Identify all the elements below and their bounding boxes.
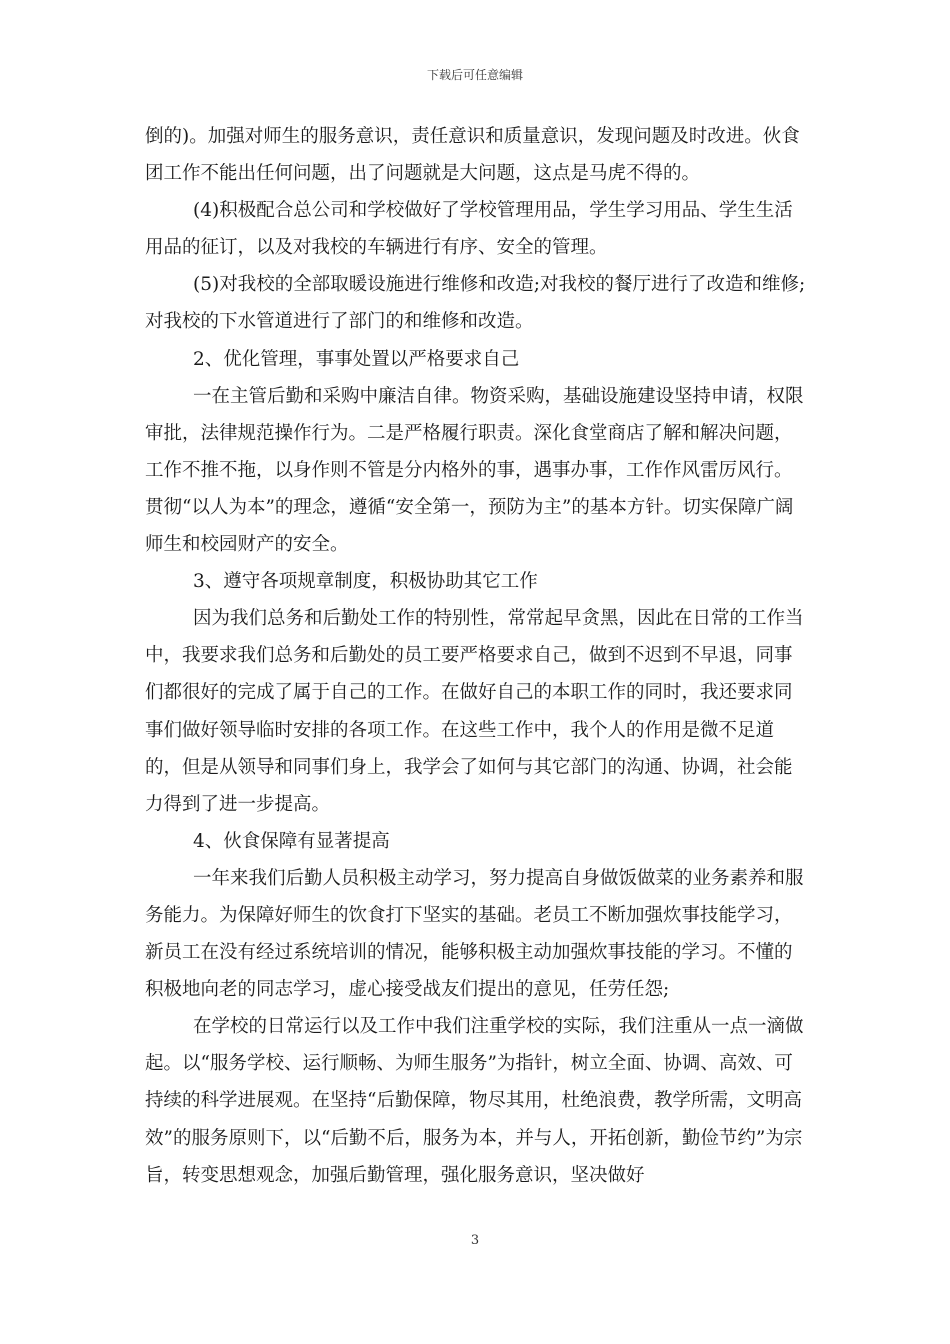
- section-heading: 2、优化管理，事事处置以严格要求自己: [193, 348, 520, 370]
- page-number: 3: [470, 1233, 480, 1248]
- document-body: [145, 118, 807, 1194]
- page-header: 下载后可任意编辑: [426, 68, 523, 82]
- paragraph: 一年来我们后勤人员积极主动学习，努力提高自身做饭做菜的业务素养和服务能力。为保障好师生的饮食打下坚实的基础。老员工不断加强炊事技能学习，新员工在没有经过系统培训的情况，能够积极主动加强炊事技能的学习。不懂的积极地向老的同志学习，虚心接受战友们提出的意见，任劳任怨;: [145, 867, 804, 1001]
- section-heading: 3、遵守各项规章制度，积极协助其它工作: [193, 571, 538, 593]
- section-heading: 4、伙食保障有显著提高: [193, 830, 390, 852]
- paragraph: 一在主管后勤和采购中廉洁自律。物资采购，基础设施建设坚持申请，权限审批，法律规范操作行为。二是严格履行职责。深化食堂商店了解和解决问题，工作不推不拖，以身作则不管是分内格外的事，遇事办事，工作作风雷厉风行。贯彻“以人为本”的理念，遵循“安全第一，预防为主”的基本方针。切实保障广阔师生和校园财产的安全。: [145, 385, 804, 556]
- paragraph: 因为我们总务和后勤处工作的特别性，常常起早贪黑，因此在日常的工作当中，我要求我们总务和后勤处的员工要严格要求自己，做到不迟到不早退，同事们都很好的完成了属于自己的工作。在做好自己的本职工作的同时，我还要求同事们做好领导临时安排的各项工作。在这些工作中，我个人的作用是微不足道的，但是从领导和同事们身上，我学会了如何与其它部门的沟通、协调，社会能力得到了进一步提高。: [145, 608, 804, 815]
- paragraph: (5)对我校的全部取暖设施进行维修和改造;对我校的餐厅进行了改造和维修;对我校的下水管道进行了部门的和维修和改造。: [145, 274, 806, 333]
- paragraph: 在学校的日常运行以及工作中我们注重学校的实际，我们注重从一点一滴做起。以“服务学校、运行顺畅、为师生服务”为指针，树立全面、协调、高效、可持续的科学进展观。在坚持“后勤保障，物尽其用，杜绝浪费，教学所需，文明高效”的服务原则下，以“后勤不后，服务为本，并与人，开拓创新，勤俭节约”为宗旨，转变思想观念，加强后勤管理，强化服务意识，坚决做好: [145, 1016, 804, 1186]
- paragraph: 倒的)。加强对师生的服务意识，责任意识和质量意识，发现问题及时改进。伙食团工作不能出任何问题，出了问题就是大问题，这点是马虎不得的。: [145, 126, 800, 185]
- paragraph: (4)积极配合总公司和学校做好了学校管理用品，学生学习用品、学生生活用品的征订，以及对我校的车辆进行有序、安全的管理。: [145, 200, 793, 259]
